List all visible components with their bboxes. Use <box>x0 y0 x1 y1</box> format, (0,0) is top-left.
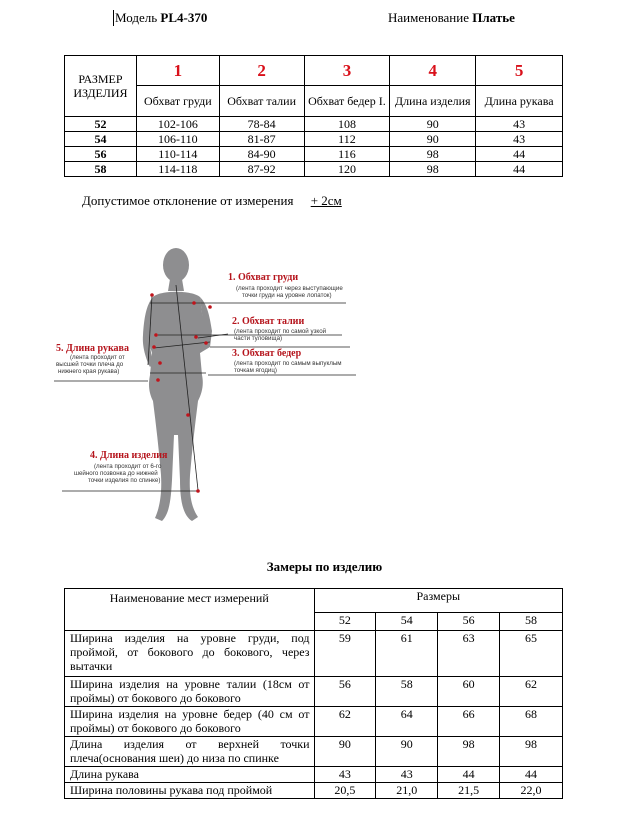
label-title: 5. Длина рукава <box>56 343 129 354</box>
column-number: 2 <box>219 56 304 86</box>
size-column: 56 <box>438 613 500 631</box>
column-header: Длина изделия <box>390 86 476 117</box>
label-length <box>74 450 168 484</box>
table-row <box>65 631 563 677</box>
measurement-name: Длина изделия от верхней точки плеча(основания шеи) до низа по спинке <box>65 737 315 767</box>
table-cell: 87-92 <box>219 162 304 177</box>
label-waist <box>232 316 327 342</box>
size-label: 54 <box>65 132 137 147</box>
label-note: (лента проходит от <box>70 354 125 361</box>
table-cell: 106-110 <box>136 132 219 147</box>
table-cell: 98 <box>438 737 500 767</box>
model-line <box>113 10 207 26</box>
column-number: 1 <box>136 56 219 86</box>
column-number: 4 <box>390 56 476 86</box>
size-label: 52 <box>65 117 137 132</box>
name-value: Платье <box>472 10 515 25</box>
table-cell: 62 <box>314 707 376 737</box>
label-title: 1. Обхват груди <box>228 272 299 283</box>
table-cell: 84-90 <box>219 147 304 162</box>
table-cell: 56 <box>314 677 376 707</box>
table-cell: 43 <box>476 132 563 147</box>
label-sleeve <box>56 343 129 375</box>
measurement-name: Ширина изделия на уровне груди, под проймой, от бокового до бокового, через вытачки <box>65 631 315 677</box>
garment-measurements-table <box>64 588 563 799</box>
table-cell: 120 <box>304 162 390 177</box>
size-label: 58 <box>65 162 137 177</box>
size-column: 54 <box>376 613 438 631</box>
table-cell: 90 <box>390 132 476 147</box>
measurement-name: Ширина половины рукава под проймой <box>65 783 315 799</box>
label-note: части туловища) <box>234 335 283 342</box>
table-row <box>65 737 563 767</box>
name-line <box>388 10 515 26</box>
label-note: (лента проходит от 6-го <box>94 463 162 470</box>
column-number: 5 <box>476 56 563 86</box>
table-cell: 21,0 <box>376 783 438 799</box>
column-number: 3 <box>304 56 390 86</box>
table-cell: 98 <box>500 737 563 767</box>
table-cell: 108 <box>304 117 390 132</box>
model-value: PL4-370 <box>160 10 208 25</box>
column-header: Обхват талии <box>219 86 304 117</box>
tolerance-note <box>82 193 342 209</box>
label-title: 4. Длина изделия <box>90 450 168 461</box>
table-cell: 90 <box>390 117 476 132</box>
tolerance-value: + 2см <box>310 193 342 208</box>
table-cell: 60 <box>438 677 500 707</box>
table-row <box>65 767 563 783</box>
label-title: 2. Обхват талии <box>232 316 305 327</box>
table-cell: 44 <box>500 767 563 783</box>
label-note: точки изделия по спинке) <box>88 477 161 484</box>
table-cell: 22,0 <box>500 783 563 799</box>
table-cell: 64 <box>376 707 438 737</box>
sizes-header: Размеры <box>314 589 563 613</box>
table-row <box>65 132 563 147</box>
table-cell: 63 <box>438 631 500 677</box>
column-header: Обхват бедер I. <box>304 86 390 117</box>
table-cell: 44 <box>438 767 500 783</box>
label-title: 3. Обхват бедер <box>232 348 302 359</box>
table-cell: 20,5 <box>314 783 376 799</box>
table-cell: 66 <box>438 707 500 737</box>
table-row <box>65 707 563 737</box>
table-cell: 21,5 <box>438 783 500 799</box>
label-note: (лента проходит по самым выпуклым <box>234 360 342 367</box>
document-header <box>0 10 619 28</box>
table-row <box>65 783 563 799</box>
table-cell: 43 <box>314 767 376 783</box>
label-note: нижнего края рукава) <box>58 368 120 375</box>
label-note: точкам ягодиц) <box>234 367 277 374</box>
size-column: 52 <box>314 613 376 631</box>
table-row <box>65 677 563 707</box>
column-header: Обхват груди <box>136 86 219 117</box>
table-cell: 112 <box>304 132 390 147</box>
table-cell: 58 <box>376 677 438 707</box>
table-row <box>65 117 563 132</box>
table-cell: 44 <box>476 162 563 177</box>
table-cell: 65 <box>500 631 563 677</box>
label-note: высшей точки плеча до <box>56 361 124 368</box>
tolerance-text: Допустимое отклонение от измерения <box>82 193 294 208</box>
table-cell: 110-114 <box>136 147 219 162</box>
table-row <box>65 147 563 162</box>
label-note: шейного позвонка до нижней <box>74 470 158 477</box>
table-cell: 98 <box>390 162 476 177</box>
size-chart-table <box>64 55 563 177</box>
label-chest <box>228 272 343 299</box>
size-column: 58 <box>500 613 563 631</box>
size-label: 56 <box>65 147 137 162</box>
model-label: Модель <box>115 10 158 25</box>
table-cell: 61 <box>376 631 438 677</box>
table-cell: 43 <box>476 117 563 132</box>
table-cell: 98 <box>390 147 476 162</box>
label-hips <box>232 348 342 374</box>
table-cell: 78-84 <box>219 117 304 132</box>
measurements-title: Замеры по изделию <box>266 559 383 574</box>
size-row-header: РАЗМЕР ИЗДЕЛИЯ <box>65 56 137 117</box>
measurement-figure <box>50 235 380 530</box>
table-cell: 81-87 <box>219 132 304 147</box>
measurement-name: Длина рукава <box>65 767 315 783</box>
table-cell: 102-106 <box>136 117 219 132</box>
measurement-name: Ширина изделия на уровне талии (18см от проймы) от бокового до бокового <box>65 677 315 707</box>
column-header: Длина рукава <box>476 86 563 117</box>
table-row <box>65 162 563 177</box>
table-cell: 90 <box>314 737 376 767</box>
label-note: (лента проходит через выступающие <box>236 285 343 292</box>
name-label: Наименование <box>388 10 469 25</box>
table-cell: 68 <box>500 707 563 737</box>
label-note: точки груди на уровне лопаток) <box>242 292 332 299</box>
table-cell: 116 <box>304 147 390 162</box>
label-note: (лента проходит по самой узкой <box>234 328 327 335</box>
table-cell: 114-118 <box>136 162 219 177</box>
table-cell: 62 <box>500 677 563 707</box>
place-header: Наименование мест измерений <box>65 589 315 631</box>
table-cell: 59 <box>314 631 376 677</box>
table-cell: 90 <box>376 737 438 767</box>
table-cell: 44 <box>476 147 563 162</box>
table-cell: 43 <box>376 767 438 783</box>
measurement-name: Ширина изделия на уровне бедер (40 см от проймы) от бокового до бокового <box>65 707 315 737</box>
